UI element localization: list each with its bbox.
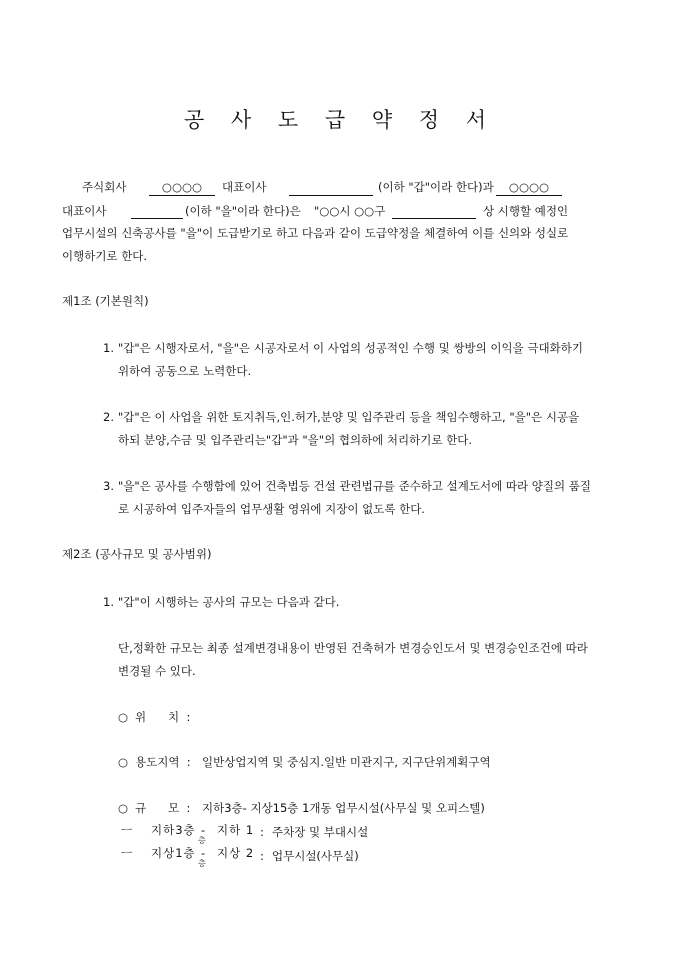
sub-2-use: 업무시설(사무실) xyxy=(272,849,359,863)
article-1-item-1-line-2: 위하여 공동으로 노력한다. xyxy=(118,364,252,378)
sub-2-colon: : xyxy=(260,849,264,863)
sub-2-dash: ㅡ xyxy=(121,846,133,860)
company-label: 주식회사 xyxy=(82,180,127,194)
article-2-heading: 제2조 (공사규모 및 공사범위) xyxy=(62,547,212,561)
article-1-item-2-line-2: 하되 분양,수금 및 입주관리는"갑"과 "을"의 협의하에 처리하기로 한다. xyxy=(118,433,472,447)
ceo-label-b: 대표이사 xyxy=(62,204,107,218)
location-blank xyxy=(392,218,476,219)
sub-1-use: 주차장 및 부대시설 xyxy=(272,825,369,839)
sub-2-floor-below: 층 xyxy=(198,859,206,868)
sub-1-sep: - xyxy=(201,823,206,837)
scale-value: 지하3층- 지상15층 1개동 업무시설(사무실 및 오피스텔) xyxy=(202,801,485,815)
sub-2-sep: - xyxy=(201,846,206,860)
article-1-item-1-line-1: "갑"은 시행자로서, "을"은 시공자로서 이 사업의 성공적인 수행 및 쌍방의 이익을 극대화하기 xyxy=(118,341,583,355)
sub-1-from: 지하3층 xyxy=(151,823,196,837)
sub-1-floor-below: 층 xyxy=(198,836,206,845)
scale-label: 규 모 : xyxy=(135,801,191,815)
company-a-blank xyxy=(149,195,215,196)
sub-2-to: 지상 2 xyxy=(217,846,255,860)
zoning-value: 일반상업지역 및 중심지.일반 미관지구, 지구단위계획구역 xyxy=(202,755,491,769)
sub-1-colon: : xyxy=(260,825,264,839)
party-b-note: (이하 "을"이라 한다)은 xyxy=(185,204,301,218)
article-1-item-3-line-2: 로 시공하여 입주자들의 업무생활 영위에 지장이 없도록 한다. xyxy=(118,502,425,516)
article-1-item-3-line-1: "을"은 공사를 수행함에 있어 건축법등 건설 관련법규를 준수하고 설계도서에 따라 양질의 품질 xyxy=(118,479,591,493)
intro-line-3: 업무시설의 신축공사를 "을"이 도급받기로 하고 다음과 같이 도급약정을 체결하여 이를 신의와 성실로 xyxy=(62,226,569,240)
location-suffix: 상 시행할 예정인 xyxy=(483,204,569,218)
article-2-note-line-1: 단,정확한 규모는 최종 설계변경내용이 반영된 건축허가 변경승인도서 및 변경승인조건에 따라 xyxy=(118,641,588,655)
location-bullet: ○ xyxy=(118,710,129,724)
ceo-b-blank xyxy=(131,218,183,219)
location-label: 위 치 : xyxy=(135,710,191,724)
article-1-item-2-line-1: "갑"은 이 사업을 위한 토지취득,인.허가,분양 및 입주관리 등을 책임수행하고, "을"은 시공을 xyxy=(118,410,580,424)
article-1-item-1-num: 1. xyxy=(103,341,114,355)
zoning-label: 용도지역 : xyxy=(135,755,191,769)
article-2-item-1-num: 1. xyxy=(103,595,114,609)
article-1-item-2-num: 2. xyxy=(103,410,114,424)
company-b-blank xyxy=(496,195,562,196)
ceo-label-a: 대표이사 xyxy=(222,180,267,194)
location-prefix: "○○시 ○○구 xyxy=(314,204,386,218)
sub-1-dash: ㅡ xyxy=(121,823,133,837)
ceo-a-blank xyxy=(289,195,373,196)
document-title: 공 사 도 급 약 정 서 xyxy=(183,108,497,132)
scale-bullet: ○ xyxy=(118,801,129,815)
article-1-item-3-num: 3. xyxy=(103,479,114,493)
article-1-heading: 제1조 (기본원칙) xyxy=(62,294,149,308)
party-a-note: (이하 "갑"이라 한다)과 xyxy=(378,180,494,194)
company-b-name: ○○○○ xyxy=(508,180,550,194)
zoning-bullet: ○ xyxy=(118,755,129,769)
article-2-note-line-2: 변경될 수 있다. xyxy=(118,664,196,678)
intro-line-4: 이행하기로 한다. xyxy=(62,249,148,263)
sub-2-from: 지상1층 xyxy=(151,846,196,860)
company-a-name: ○○○○ xyxy=(161,180,203,194)
sub-1-to: 지하 1 xyxy=(217,823,255,837)
article-2-item-1-line-1: "갑"이 시행하는 공사의 규모는 다음과 같다. xyxy=(118,595,340,609)
